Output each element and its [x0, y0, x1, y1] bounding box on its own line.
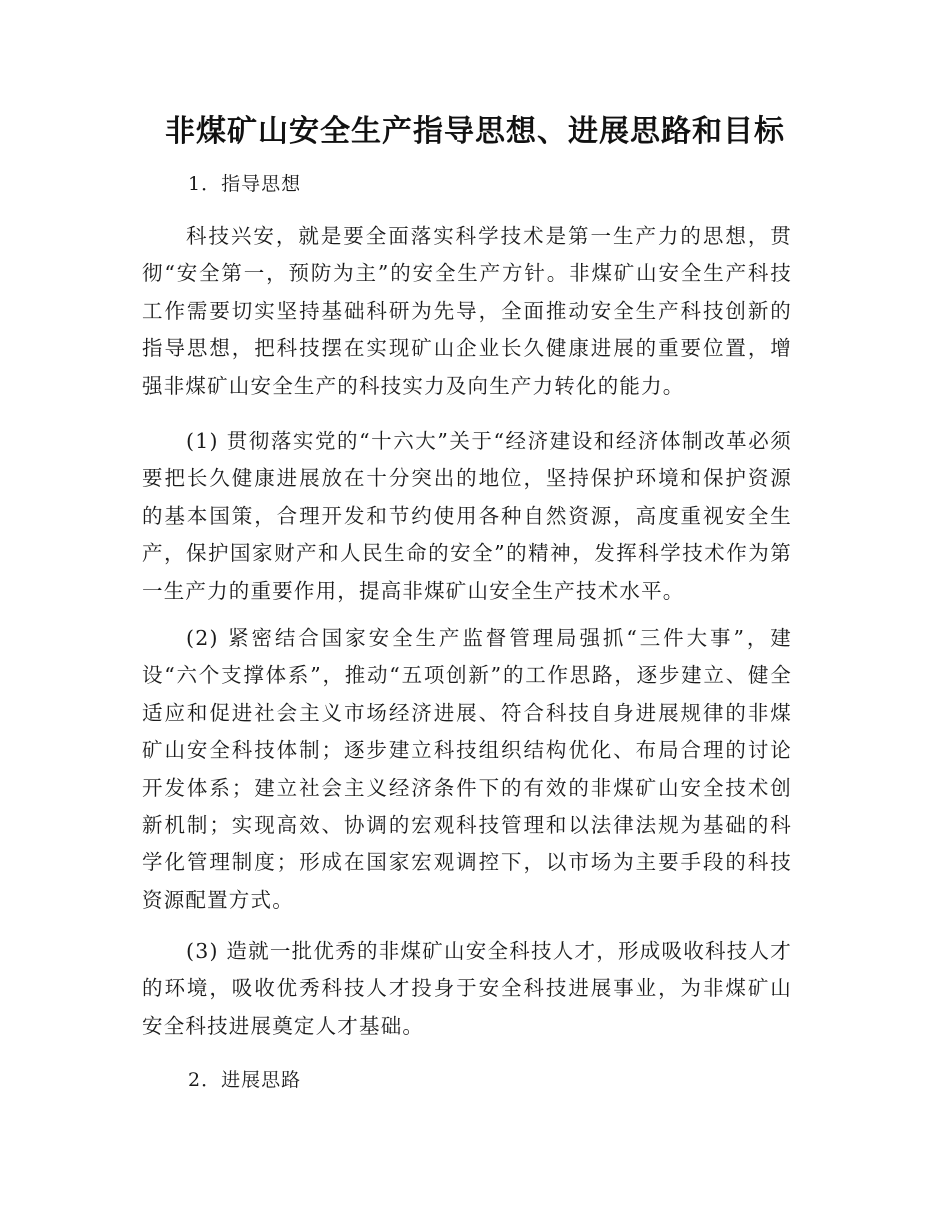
document-title: 非煤矿山安全生产指导思想、进展思路和目标	[165, 114, 785, 149]
paragraph-item-1: (1) 贯彻落实党的“十六大”关于“经济建设和经济体制改革必须要把长久健康进展放在十分突出的地位，坚持保护环境和保护资源的基本国策，合理开发和节约使用各种自然资源，高度重视安全生产，保护国家财产和人民生命的安全”的精神，发挥科学技术作为第一生产力的重要作用，提高非煤矿山安全生产技术水平。	[142, 429, 792, 603]
section-heading-development-approach: 2．进展思路	[188, 1069, 302, 1091]
paragraph-intro: 科技兴安，就是要全面落实科学技术是第一生产力的思想，贯彻“安全第一，预防为主”的安全生产方针。非煤矿山安全生产科技工作需要切实坚持基础科研为先导，全面推动安全生产科技创新的指导思想，把科技摆在实现矿山企业长久健康进展的重要位置，增强非煤矿山安全生产的科技实力及向生产力转化的能力。	[142, 224, 792, 398]
paragraph-item-3: (3) 造就一批优秀的非煤矿山安全科技人才，形成吸收科技人才的环境，吸收优秀科技人才投身于安全科技进展事业，为非煤矿山安全科技进展奠定人才基础。	[142, 939, 792, 1038]
section-heading-guiding-ideology: 1．指导思想	[188, 173, 302, 195]
paragraph-item-2: (2) 紧密结合国家安全生产监督管理局强抓“三件大事”，建设“六个支撑体系”，推动“五项创新”的工作思路，逐步建立、健全适应和促进社会主义市场经济进展、符合科技自身进展规律的非煤矿山安全科技体制；逐步建立科技组织结构优化、布局合理的讨论开发体系；建立社会主义经济条件下的有效的非煤矿山安全技术创新机制；实现高效、协调的宏观科技管理和以法律法规为基础的科学化管理制度；形成在国家宏观调控下，以市场为主要手段的科技资源配置方式。	[142, 626, 792, 912]
